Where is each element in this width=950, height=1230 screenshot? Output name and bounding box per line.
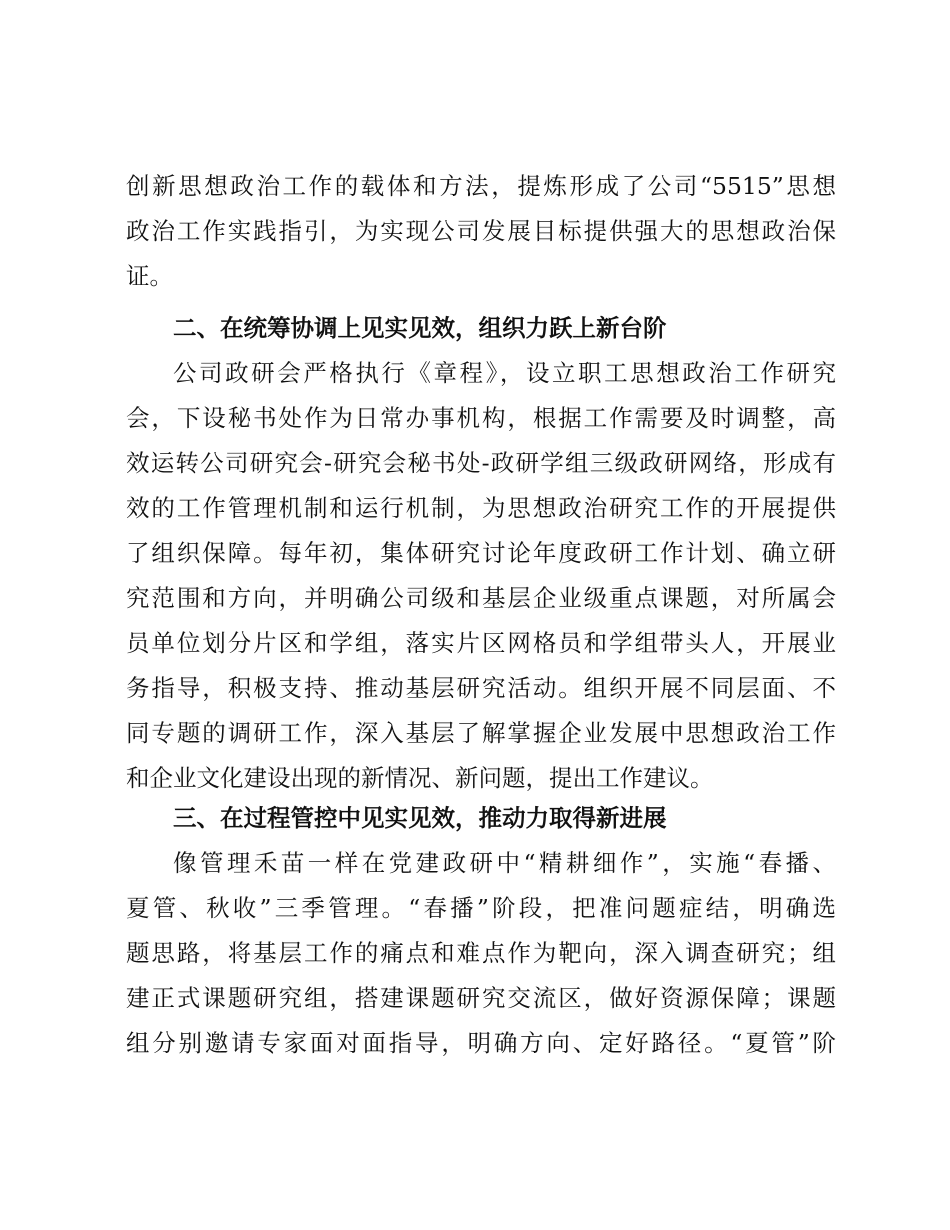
- section-heading: 三、在过程管控中见实见效，推动力取得新进展: [173, 804, 667, 832]
- paragraph-section-3: [126, 841, 836, 1066]
- text-line: 了组织保障。每年初，集体研究讨论年度政研工作计划、确立研: [126, 539, 836, 567]
- text-line: 会，下设秘书处作为日常办事机构，根据工作需要及时调整，高: [126, 404, 836, 432]
- text-line: 员单位划分片区和学组，落实片区网格员和学组带头人，开展业: [126, 629, 836, 657]
- section-heading-2-block: [126, 306, 836, 351]
- text-line: 同专题的调研工作，深入基层了解掌握企业发展中思想政治工作: [126, 719, 836, 747]
- text-line: 务指导，积极支持、推动基层研究活动。组织开展不同层面、不: [126, 674, 836, 702]
- section-heading: 二、在统筹协调上见实见效，组织力跃上新台阶: [173, 314, 667, 342]
- paragraph-intro: [126, 164, 836, 299]
- text-line: 究范围和方向，并明确公司级和基层企业级重点课题，对所属会: [126, 584, 836, 612]
- text-line: 像管理禾苗一样在党建政研中“精耕细作”，实施“春播、: [173, 849, 836, 877]
- text-line: 效的工作管理机制和运行机制，为思想政治研究工作的开展提供: [126, 494, 836, 522]
- text-line: 建正式课题研究组，搭建课题研究交流区，做好资源保障；课题: [126, 984, 836, 1012]
- text-line: 效运转公司研究会-研究会秘书处-政研学组三级政研网络，形成有: [126, 449, 836, 477]
- paragraph-section-2: [126, 351, 836, 801]
- text-line: 组分别邀请专家面对面指导，明确方向、定好路径。“夏管”阶: [126, 1029, 836, 1057]
- text-line: 公司政研会严格执行《章程》，设立职工思想政治工作研究: [173, 359, 836, 387]
- text-line: 政治工作实践指引，为实现公司发展目标提供强大的思想政治保: [126, 217, 836, 245]
- text-line: 证。: [126, 262, 173, 290]
- text-line: 创新思想政治工作的载体和方法，提炼形成了公司“5515”思想: [126, 172, 836, 200]
- text-line: 夏管、秋收”三季管理。“春播”阶段，把准问题症结，明确选: [126, 894, 836, 922]
- text-line: 题思路，将基层工作的痛点和难点作为靶向，深入调查研究；组: [126, 939, 836, 967]
- text-line: 和企业文化建设出现的新情况、新问题，提出工作建议。: [126, 764, 714, 792]
- section-heading-3-block: [126, 796, 836, 841]
